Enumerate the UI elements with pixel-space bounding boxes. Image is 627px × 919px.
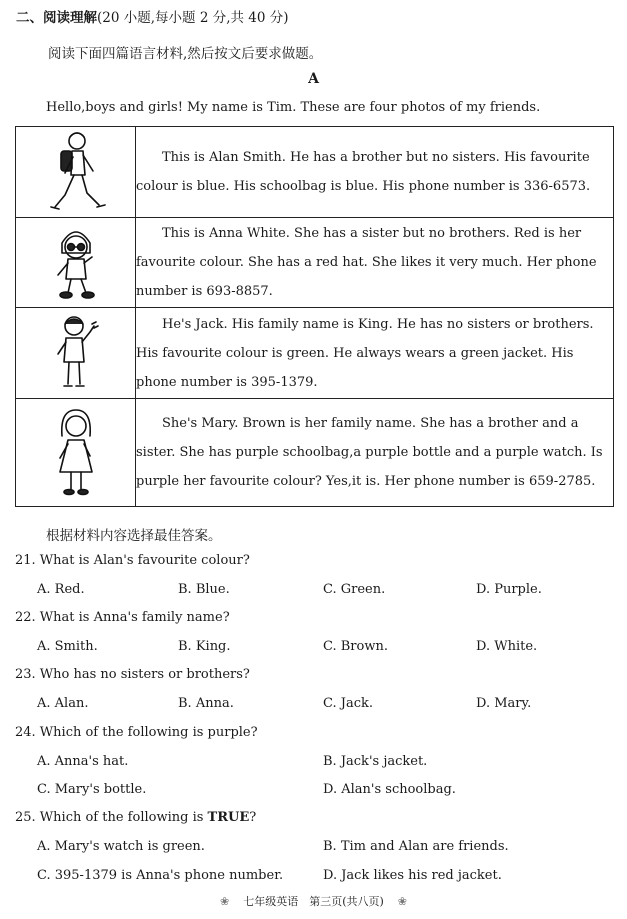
table-row xyxy=(16,218,614,308)
photo-description xyxy=(136,127,614,218)
question-23-stem: 23. Who has no sisters or brothers? xyxy=(15,667,250,682)
passage-opening: Hello,boys and girls! My name is Tim. These are four photos of my friends. xyxy=(46,100,541,115)
girl-with-glasses-picture xyxy=(44,223,108,303)
question-23-option-b[interactable]: B. Anna. xyxy=(178,696,234,711)
question-23-option-c[interactable]: C. Jack. xyxy=(323,696,374,711)
section-title-bold: 二、阅读理解 xyxy=(16,10,97,26)
table-row xyxy=(16,308,614,399)
friends-photo-table xyxy=(15,126,614,507)
photo-cell xyxy=(16,308,136,399)
question-25-stem-mark: ? xyxy=(249,810,257,825)
question-25-option-c[interactable]: C. 395-1379 is Anna's phone number. xyxy=(37,868,284,883)
photo-description xyxy=(136,308,614,399)
question-22-option-a[interactable]: A. Smith. xyxy=(37,639,98,654)
question-25-option-b[interactable]: B. Tim and Alan are friends. xyxy=(323,839,509,854)
question-instruction: 根据材料内容选择最佳答案。 xyxy=(46,528,222,544)
boy-waving-picture xyxy=(44,312,108,394)
photo-cell xyxy=(16,127,136,218)
description-text: She's Mary. Brown is her family name. She has a brother and a sister. She has purple schoolbag,a purple bottle and a purple watch. Is purple her favourite colour? Yes,it is. Her phone number is 659-2785. xyxy=(136,416,603,489)
photo-description xyxy=(136,218,614,308)
boy-walking-with-schoolbag-picture xyxy=(41,129,111,215)
girl-in-dress-picture xyxy=(46,406,106,500)
question-22-stem: 22. What is Anna's family name? xyxy=(15,610,230,625)
question-24-option-c[interactable]: C. Mary's bottle. xyxy=(37,782,147,797)
question-24-option-b[interactable]: B. Jack's jacket. xyxy=(323,754,428,769)
section-title-detail: (20 小题,每小题 2 分,共 40 分) xyxy=(97,10,289,26)
photo-cell xyxy=(16,218,136,308)
question-24-stem: 24. Which of the following is purple? xyxy=(15,725,258,740)
footer-star-icon: ❀ xyxy=(219,895,230,908)
question-21-option-b[interactable]: B. Blue. xyxy=(178,582,230,597)
question-22-option-b[interactable]: B. King. xyxy=(178,639,231,654)
table-row xyxy=(16,399,614,507)
page-footer xyxy=(0,893,627,909)
description-text: This is Anna White. She has a sister but no brothers. Red is her favourite colour. She has a red hat. She likes it very much. Her phone number is 693-8857. xyxy=(136,226,597,299)
question-21-option-c[interactable]: C. Green. xyxy=(323,582,386,597)
question-24-option-d[interactable]: D. Alan's schoolbag. xyxy=(323,782,456,797)
footer-text: 七年级英语 第三页(共八页) xyxy=(243,895,384,908)
description-text: He's Jack. His family name is King. He has no sisters or brothers. His favourite colour is green. He always wears a green jacket. His phone number is 395-1379. xyxy=(136,316,594,390)
footer-star-icon: ❀ xyxy=(397,895,408,908)
section-instruction: 阅读下面四篇语言材料,然后按文后要求做题。 xyxy=(48,46,323,62)
question-22-option-d[interactable]: D. White. xyxy=(476,639,538,654)
photo-cell xyxy=(16,399,136,507)
question-25-stem xyxy=(15,810,256,825)
question-25-option-a[interactable]: A. Mary's watch is green. xyxy=(37,839,205,854)
question-21-option-d[interactable]: D. Purple. xyxy=(476,582,542,597)
question-24-option-a[interactable]: A. Anna's hat. xyxy=(37,754,129,769)
description-text: This is Alan Smith. He has a brother but no sisters. His favourite colour is blue. His schoolbag is blue. His phone number is 336-6573. xyxy=(136,150,591,194)
question-22-option-c[interactable]: C. Brown. xyxy=(323,639,388,654)
question-25-option-d[interactable]: D. Jack likes his red jacket. xyxy=(323,868,502,883)
question-23-option-a[interactable]: A. Alan. xyxy=(37,696,89,711)
table-row xyxy=(16,127,614,218)
question-21-stem: 21. What is Alan's favourite colour? xyxy=(15,553,250,568)
photo-description xyxy=(136,399,614,507)
question-23-option-d[interactable]: D. Mary. xyxy=(476,696,532,711)
section-title xyxy=(16,6,289,26)
passage-label: A xyxy=(308,71,319,87)
question-21-option-a[interactable]: A. Red. xyxy=(37,582,85,597)
question-25-stem-emphasis: TRUE xyxy=(207,810,250,825)
question-25-stem-text: 25. Which of the following is xyxy=(15,810,208,825)
